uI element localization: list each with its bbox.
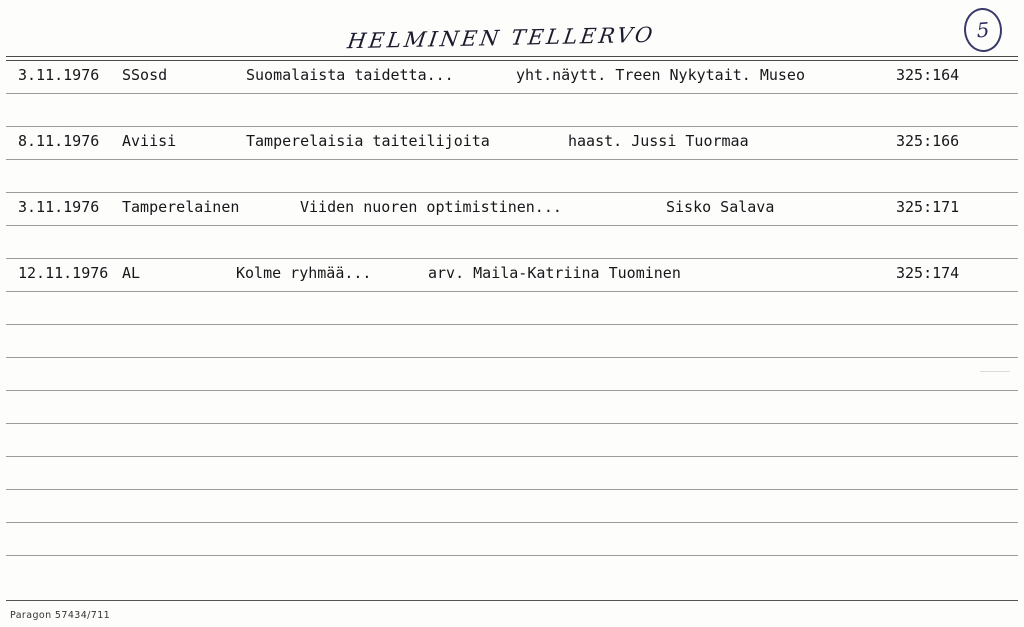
entry-source: Aviisi <box>122 132 177 150</box>
entry-note: Sisko Salava <box>666 198 775 216</box>
entry-source: SSosd <box>122 66 168 84</box>
body-rule <box>6 390 1018 391</box>
entry-title: Tamperelaisia taiteilijoita <box>246 132 490 150</box>
entry-source: Tamperelainen <box>122 198 240 216</box>
entry-title: Kolme ryhmää... <box>236 264 372 282</box>
body-rule <box>6 456 1018 457</box>
printer-imprint: Paragon 57434/711 <box>10 610 111 621</box>
entry-source: AL <box>122 264 141 282</box>
entry-row <box>0 258 1024 291</box>
entry-reference: 325:171 <box>896 198 960 216</box>
footer-rule <box>6 600 1018 601</box>
body-rule <box>6 489 1018 490</box>
entry-note: arv. Maila-Katriina Tuominen <box>428 264 681 282</box>
handwritten-artist-name: HELMINEN TELLERVO <box>345 22 657 54</box>
entry-note: yht.näytt. Treen Nykytait. Museo <box>516 66 805 84</box>
body-rule <box>6 357 1018 358</box>
entry-row <box>0 192 1024 225</box>
body-rule <box>6 324 1018 325</box>
entry-date: 12.11.1976 <box>18 264 109 282</box>
entry-date: 3.11.1976 <box>18 198 100 216</box>
entry-row <box>0 60 1024 93</box>
smudge-mark <box>980 371 1010 372</box>
body-rule <box>6 423 1018 424</box>
entry-title: Suomalaista taidetta... <box>246 66 454 84</box>
body-rule <box>6 555 1018 556</box>
body-rule <box>6 291 1018 292</box>
entry-title: Viiden nuoren optimistinen... <box>300 198 562 216</box>
entry-reference: 325:164 <box>896 66 960 84</box>
entry-reference: 325:174 <box>896 264 960 282</box>
header-rule-upper <box>6 56 1018 57</box>
entry-row <box>0 126 1024 159</box>
entry-reference: 325:166 <box>896 132 960 150</box>
entry-date: 8.11.1976 <box>18 132 100 150</box>
entry-date: 3.11.1976 <box>18 66 100 84</box>
body-rule <box>6 522 1018 523</box>
entry-note: haast. Jussi Tuormaa <box>568 132 749 150</box>
entry-list <box>0 60 1024 282</box>
body-rule <box>6 225 1018 226</box>
page-number-badge: 5 <box>963 7 1004 54</box>
